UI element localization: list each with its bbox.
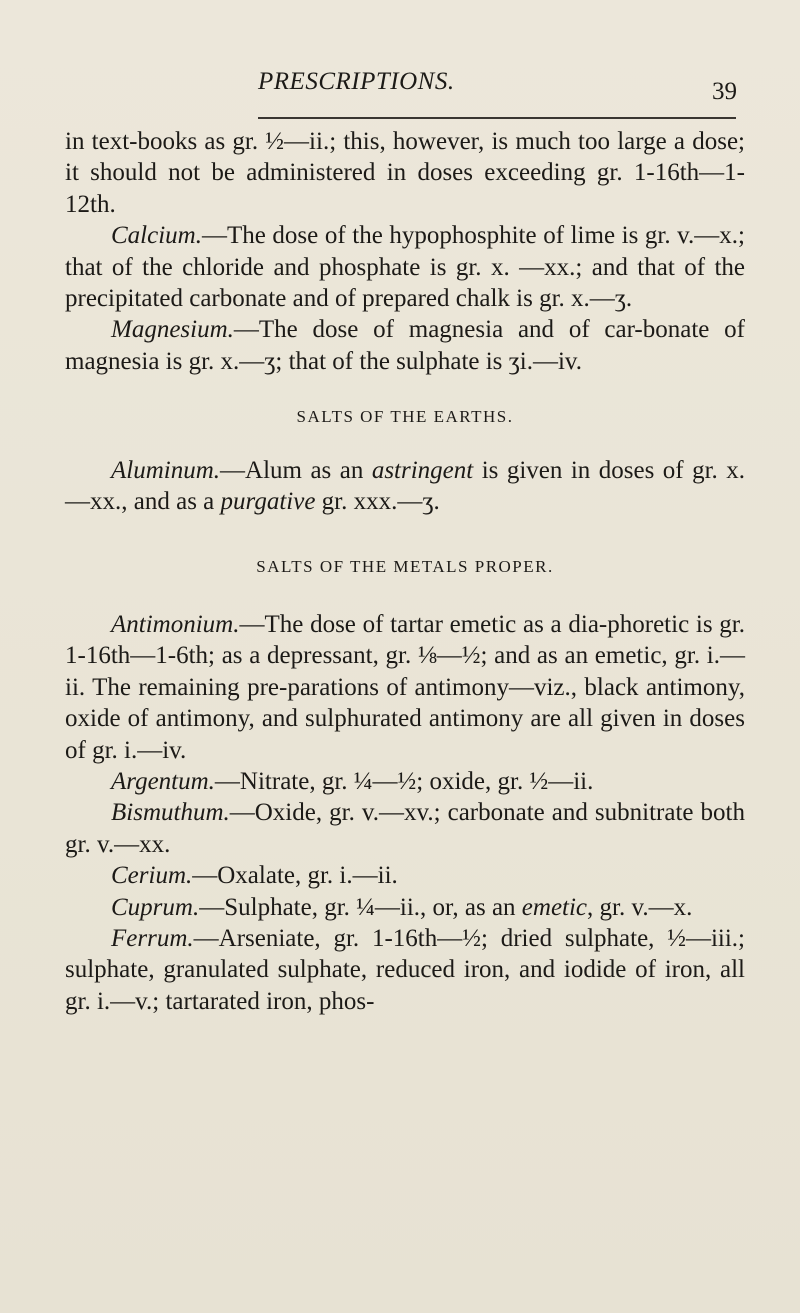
- paragraph-text: —Oxide, gr. v.—xv.; carbonate and subnitrate both gr. v.—xx.: [65, 799, 745, 858]
- paragraph-text: —The dose of magnesia and of car-bonate of magnesia is gr. x.—ʒ; that of the sulphate is ʒi.—iv.: [65, 316, 745, 375]
- page-body: [65, 126, 745, 1017]
- entry-lead-magnesium: Magnesium.: [111, 316, 234, 344]
- paragraph-text: in text-books as gr. ½—ii.; this, however, is much too large a dose; it should not be administered in doses exceeding gr. 1-16th—1-12th.: [65, 128, 745, 218]
- entry-lead-calcium: Calcium.: [111, 222, 202, 250]
- paragraph-cuprum: [65, 892, 745, 923]
- aluminum-text-2: is given in doses of gr. x.—xx., and as a: [65, 456, 745, 516]
- paragraph-text: —The dose of the hypophosphite of lime is gr. v.—x.; that of the chloride and phosphate is gr. x. —xx.; and that of the precipitated carbonate and of prepared chalk is gr. x.—ʒ.: [65, 222, 745, 313]
- paragraph-text: —Arseniate, gr. 1-16th—½; dried sulphate, ½—iii.; sulphate, granulated sulphate, reduced iron, and iodide of iron, all gr. i.—v.; tartarated iron, phos-: [65, 924, 745, 1015]
- paragraph-text: —Oxalate, gr. i.—ii.: [192, 862, 398, 890]
- entry-lead-antimonium: Antimonium.: [111, 610, 240, 638]
- paragraph-bismuthum: [65, 797, 745, 860]
- entry-lead-bismuthum: Bismuthum.: [111, 799, 230, 827]
- aluminum-purgative: purgative: [220, 488, 316, 516]
- entry-lead-cuprum: Cuprum.: [111, 893, 200, 921]
- aluminum-text-3: gr. xxx.—ʒ.: [315, 488, 440, 516]
- paragraph-ferrum: [65, 923, 745, 1017]
- paragraph-antimonium: [65, 609, 745, 766]
- page-number: 39: [712, 78, 737, 105]
- section-heading-earths: SALTS OF THE EARTHS.: [296, 407, 514, 427]
- paragraph-text: —The dose of tartar emetic as a dia-phoretic is gr. 1-16th—1-6th; as a depressant, gr. ⅛—½; and as an emetic, gr. i.—ii. The remaining pre-parations of antimony—viz., black antimony, oxide of antimony, and sulphurated antimony are all given in doses of gr. i.—iv.: [65, 610, 745, 764]
- paragraph-aluminum: [65, 455, 745, 518]
- running-head: PRESCRIPTIONS.: [258, 68, 455, 95]
- paragraph-cerium: [65, 860, 745, 891]
- cuprum-emetic: emetic: [521, 893, 588, 921]
- paragraph-magnesium: [65, 314, 745, 377]
- aluminum-astringent: astringent: [371, 456, 474, 484]
- paragraph-calcium: [65, 220, 745, 314]
- section-heading-metals: SALTS OF THE METALS PROPER.: [256, 557, 554, 577]
- entry-lead-cerium: Cerium.: [111, 862, 193, 890]
- cuprum-text-1: —Sulphate, gr. ¼—ii., or, as an: [199, 893, 522, 921]
- entry-lead-ferrum: Ferrum.: [111, 924, 194, 952]
- entry-lead-argentum: Argentum.: [111, 767, 215, 795]
- aluminum-text-1: —Alum as an: [220, 456, 372, 484]
- header-rule: [258, 117, 736, 119]
- entry-lead-aluminum: Aluminum.: [111, 456, 221, 484]
- paragraph-text: —Nitrate, gr. ¼—½; oxide, gr. ½—ii.: [214, 767, 594, 795]
- paragraph-continuation: [65, 126, 745, 220]
- cuprum-text-2: , gr. v.—x.: [587, 893, 693, 921]
- paragraph-argentum: [65, 766, 745, 797]
